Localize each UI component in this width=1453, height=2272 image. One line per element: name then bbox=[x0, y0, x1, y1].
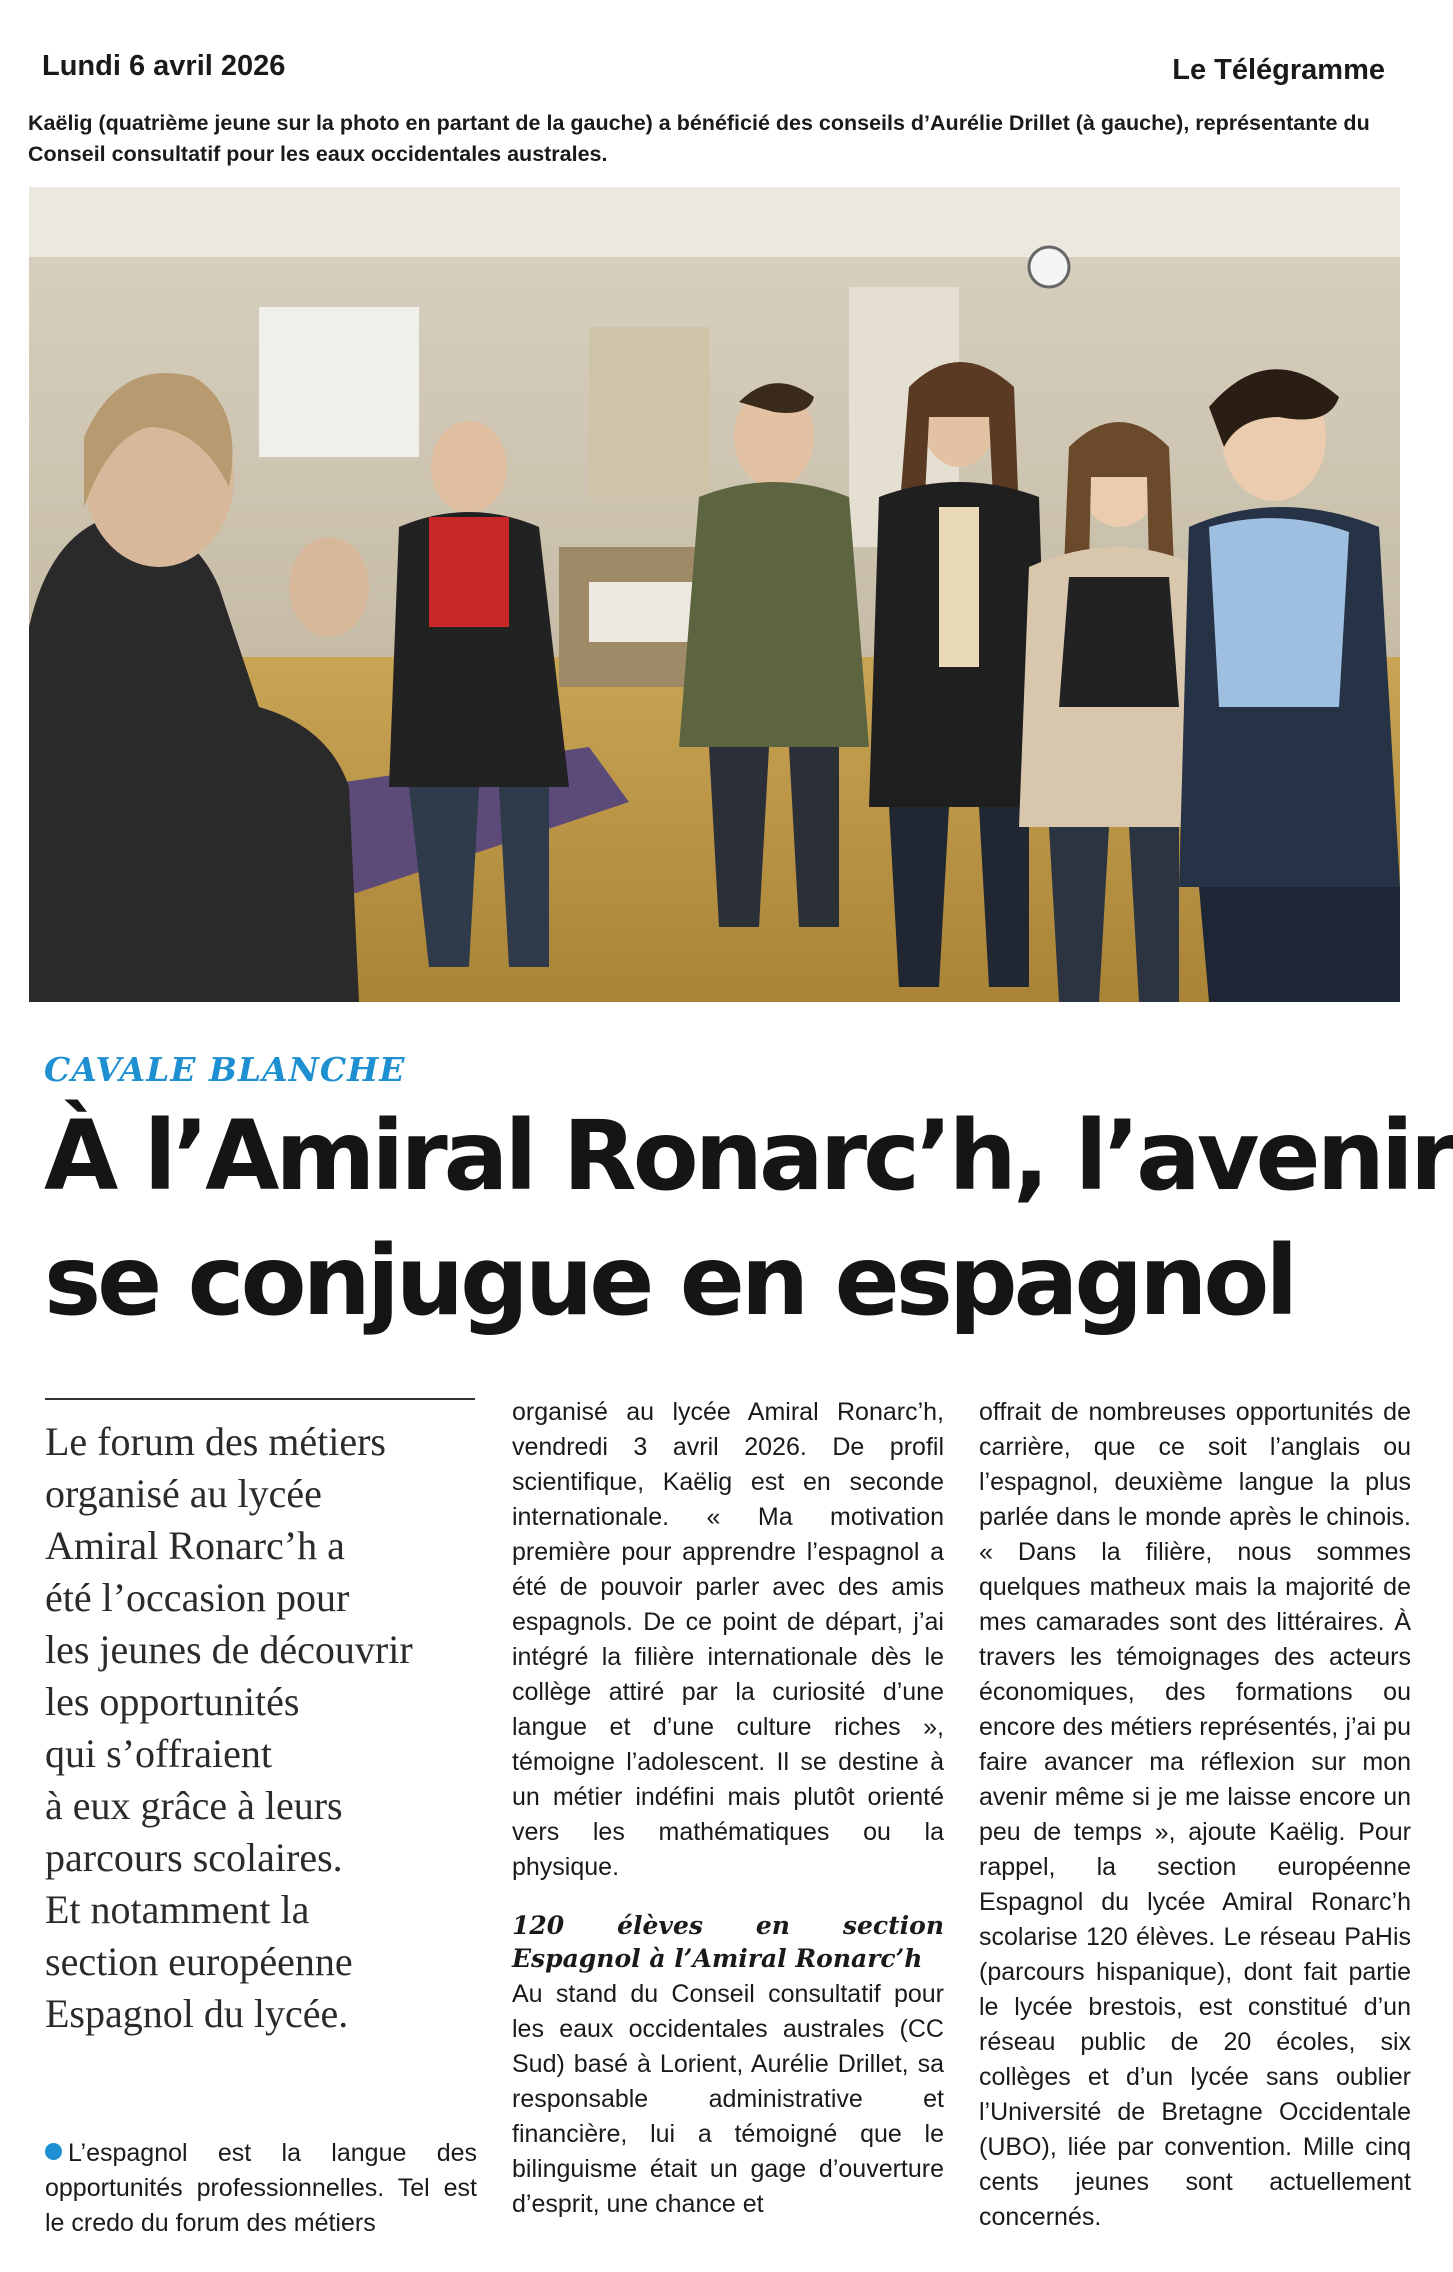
article-paragraph: organisé au lycée Amiral Ronarc’h, vendredi 3 avril 2026. De profil scientifique, Kaëlig est en seconde internationale. « Ma motivation première pour apprendre l’espagnol a été de pouvoir parler avec des amis espagnols. De ce point de départ, j’ai intégré la filière internationale dès le collège attiré par la curiosité d’une langue et d’une culture riches », témoigne l’adolescent. Il se destine à un métier indéfini mais plutôt orienté vers les mathématiques ou la physique. bbox=[512, 1398, 944, 1881]
headline bbox=[44, 1094, 1453, 1344]
chapo-line: Le forum des métiers bbox=[45, 1419, 386, 1464]
article-subhead: 120 élèves en section Espagnol à l’Amiral Ronarc’h bbox=[512, 1911, 944, 1973]
headline-line-2: se conjugue en espagnol bbox=[44, 1225, 1295, 1337]
chapo-line: à eux grâce à leurs bbox=[45, 1783, 343, 1828]
header-date: Lundi 6 avril 2026 bbox=[42, 50, 286, 82]
article-column-3 bbox=[979, 1395, 1411, 2235]
chapo-line: parcours scolaires. bbox=[45, 1835, 343, 1880]
chapo-line: Amiral Ronarc’h a bbox=[45, 1523, 345, 1568]
article-column-2 bbox=[512, 1395, 944, 2222]
photo-caption: Kaëlig (quatrième jeune sur la photo en partant de la gauche) a bénéficié des conseils d’Aurélie Drillet (à gauche), représentante du Conseil consultatif pour les eaux occidentales australes. bbox=[28, 111, 1370, 166]
newspaper-name: Le Télégramme bbox=[1172, 54, 1385, 86]
article-text: L’espagnol est la langue des opportunités professionnelles. Tel est le credo du forum des métiers bbox=[45, 2139, 477, 2237]
article-paragraph bbox=[45, 2136, 477, 2241]
section-kicker: CAVALE BLANCHE bbox=[44, 1050, 406, 1089]
chapo-line: Et notamment la bbox=[45, 1887, 310, 1932]
headline-line-1: À l’Amiral Ronarc’h, l’avenir bbox=[44, 1100, 1453, 1212]
chapo-rule bbox=[45, 1398, 475, 1400]
chapo-line: été l’occasion pour bbox=[45, 1575, 350, 1620]
chapo-line: organisé au lycée bbox=[45, 1471, 322, 1516]
chapo-line: les opportunités bbox=[45, 1679, 300, 1724]
chapo-line: section européenne bbox=[45, 1939, 353, 1984]
article-column-1 bbox=[45, 2136, 477, 2241]
article-paragraph: Au stand du Conseil consultatif pour les eaux occidentales australes (CC Sud) basé à Lorient, Aurélie Drillet, sa responsable administrative et financière, lui a témoigné que le bilinguisme était un gage d’ouverture d’esprit, une chance et bbox=[512, 1980, 944, 2218]
chapo-line: qui s’offraient bbox=[45, 1731, 272, 1776]
chapo-line: Espagnol du lycée. bbox=[45, 1991, 349, 2036]
article-paragraph: offrait de nombreuses opportunités de carrière, que ce soit l’anglais ou l’espagnol, deuxième langue la plus parlée dans le monde après le chinois. « Dans la filière, nous sommes quelques matheux mais la majorité de mes camarades sont des littéraires. À travers les témoignages des acteurs économiques, des formations ou encore des métiers représentés, j’ai pu faire avancer ma réflexion sur mon avenir même si je me laisse encore un peu de temps », ajoute Kaëlig. Pour rappel, la section européenne Espagnol du lycée Amiral Ronarc’h scolarise 120 élèves. Le réseau PaHis (parcours hispanique), dont fait partie le lycée brestois, est constitué d’un réseau public de 20 écoles, six collèges et d’un lycée sans oublier l’Université de Bretagne Occidentale (UBO), liée par convention. Mille cinq cents jeunes sont actuellement concernés. bbox=[979, 1398, 1411, 2231]
chapo-line: les jeunes de découvrir bbox=[45, 1627, 413, 1672]
article-photo bbox=[29, 187, 1400, 1002]
chapo bbox=[45, 1416, 465, 2040]
bullet-dot-icon bbox=[45, 2143, 62, 2160]
